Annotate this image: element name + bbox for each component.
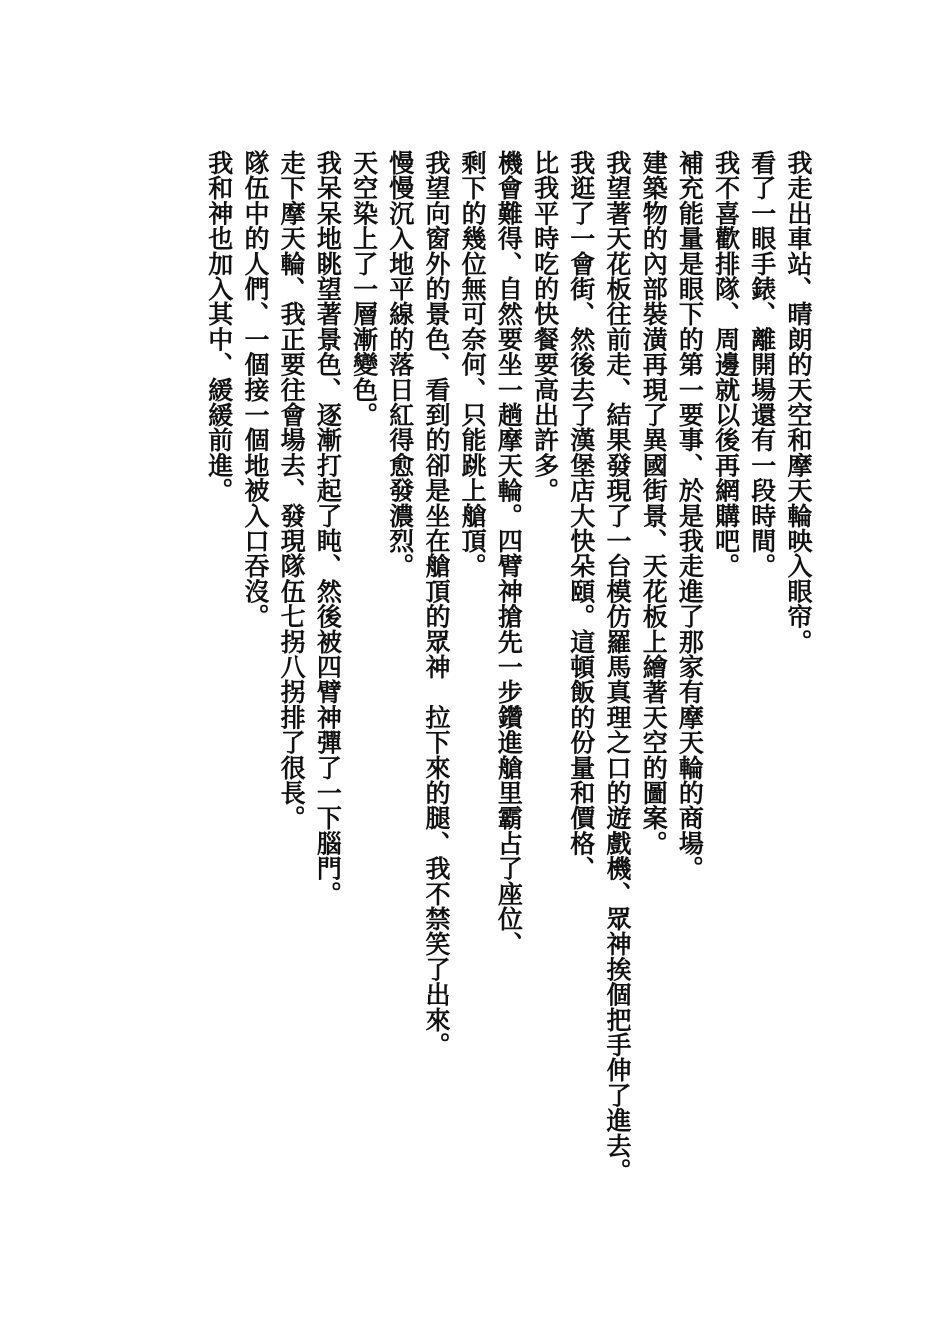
text-line-13: 天空染上了一層漸變色。	[349, 150, 379, 428]
text-line-1: 我走出車站、晴朗的天空和摩天輪映入眼帘。	[784, 150, 813, 654]
text-line-8: 比我平時吃的快餐要高出許多。	[530, 150, 560, 503]
text-line-12: 慢慢沉入地平線的落日紅得愈發濃烈。	[385, 150, 415, 579]
vertical-text-block	[201, 150, 816, 1210]
text-line-16: 隊伍中的人們、一個接一個地被入口吞沒。	[240, 150, 270, 629]
text-line-9: 機會難得、自然要坐一趟摩天輪。四臂神搶先一步鑽進艙里霸占了座位、	[494, 150, 524, 957]
text-line-17: 我和神也加入其中、緩緩前進。	[204, 150, 234, 503]
text-line-14: 我呆呆地眺望著景色、逐漸打起了盹、然後被四臂神彈了一下腦門。	[313, 150, 343, 906]
text-line-7: 我逛了一會街、然後去了漢堡店大快朵頤。這頓飯的份量和價格、	[566, 150, 596, 881]
text-line-3: 我不喜歡排隊、周邊就以後再網購吧。	[711, 150, 741, 579]
text-line-10: 剩下的幾位無可奈何、只能跳上艙頂。	[458, 150, 488, 579]
text-line-6: 我望著天花板往前走、結果發現了一台模仿羅馬真理之口的遊戲機、眾神挨個把手伸了進去。	[602, 150, 632, 1184]
text-line-11: 我望向窗外的景色、看到的卻是坐在艙頂的眾神 拉下來的腿、我不禁笑了出來。	[421, 150, 451, 1058]
text-line-5: 建築物的內部裝潢再現了異國街景、天花板上繪著天空的圖案。	[639, 150, 669, 856]
text-line-15: 走下摩天輪、我正要往會場去、發現隊伍七拐八拐排了很長。	[277, 150, 307, 831]
text-line-4: 補充能量是眼下的第一要事、於是我走進了那家有摩天輪的商場。	[675, 150, 705, 881]
text-line-2: 看了一眼手錶、離開場還有一段時間。	[747, 150, 777, 579]
